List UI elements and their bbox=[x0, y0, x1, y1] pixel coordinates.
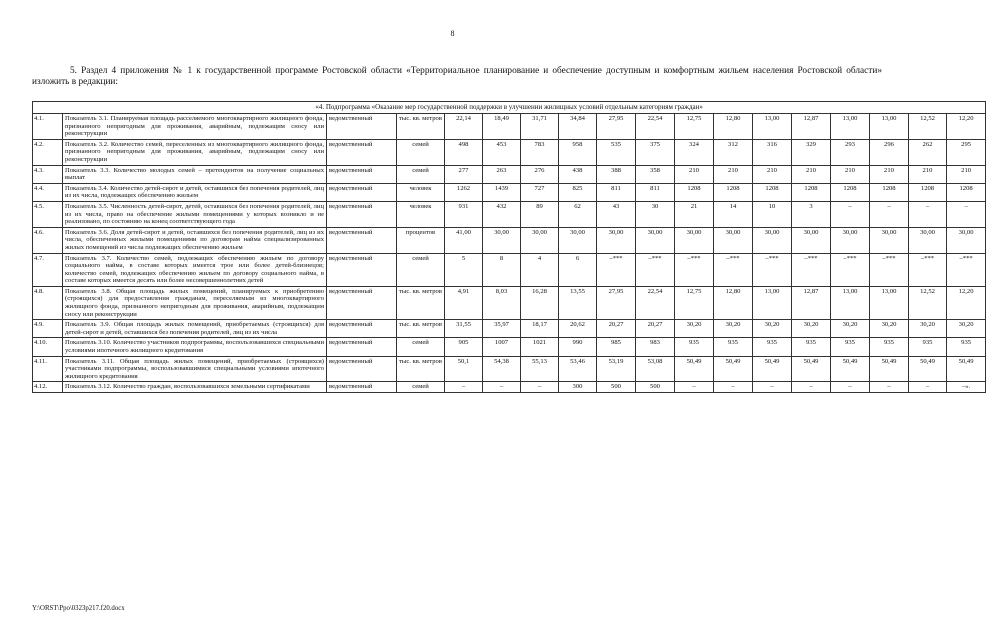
indicator-description: Показатель 3.11. Общая площадь жилых помещений, приобретаемых (строящихся) участниками подпрограммы, воспользовавшимися специальными условиями ипотечного жилищного кредитования bbox=[63, 356, 327, 382]
value-cell: 31,55 bbox=[445, 320, 483, 338]
value-cell: 1262 bbox=[445, 183, 483, 201]
value-cell: 12,20 bbox=[947, 286, 986, 319]
table-row bbox=[33, 201, 986, 227]
value-cell: 1439 bbox=[483, 183, 521, 201]
row-number: 4.11. bbox=[33, 356, 63, 382]
value-cell: 296 bbox=[870, 139, 909, 165]
value-cell: 10 bbox=[753, 201, 792, 227]
value-cell: 30,00 bbox=[831, 227, 870, 253]
value-cell: 453 bbox=[483, 139, 521, 165]
indicator-description: Показатель 3.9. Общая площадь жилых помещений, приобретаемых (строящихся) для детей-сирот и детей, оставшихся без попечения родителей, лиц из их числа bbox=[63, 320, 327, 338]
value-cell: 30,00 bbox=[483, 227, 521, 253]
value-cell: – bbox=[831, 382, 870, 393]
value-cell: 50,49 bbox=[792, 356, 831, 382]
value-cell: – bbox=[870, 201, 909, 227]
indicator-type: ведомственный bbox=[327, 338, 397, 356]
value-cell: – bbox=[909, 382, 947, 393]
value-cell: 20,62 bbox=[559, 320, 597, 338]
value-cell: 62 bbox=[559, 201, 597, 227]
indicator-description: Показатель 3.1. Планируемая площадь расселяемого многоквартирного жилищного фонда, признанного непригодным для проживания, аварийным, подлежащим сносу или реконструкции bbox=[63, 114, 327, 140]
value-cell: 50,49 bbox=[714, 356, 753, 382]
value-cell: 30,20 bbox=[714, 320, 753, 338]
value-cell: 30,00 bbox=[714, 227, 753, 253]
value-cell: 811 bbox=[636, 183, 675, 201]
value-cell: – bbox=[753, 382, 792, 393]
value-cell: – bbox=[445, 382, 483, 393]
value-cell: – bbox=[947, 201, 986, 227]
value-cell: 50,49 bbox=[947, 356, 986, 382]
indicator-description: Показатель 3.6. Доля детей-сирот и детей, оставшихся без попечения родителей, лиц из их числа, обеспеченных жилыми помещениями по договорам найма специализированных жилых помещений из числа подлежащих обеспечению жильем bbox=[63, 227, 327, 253]
indicator-type: ведомственный bbox=[327, 286, 397, 319]
value-cell: 935 bbox=[675, 338, 714, 356]
value-cell: 27,95 bbox=[597, 286, 636, 319]
value-cell: – bbox=[792, 382, 831, 393]
value-cell: 30,20 bbox=[675, 320, 714, 338]
value-cell: 210 bbox=[714, 165, 753, 183]
indicator-description: Показатель 3.10. Количество участников подпрограммы, воспользовавшихся специальными условиями ипотечного жилищного кредитования bbox=[63, 338, 327, 356]
indicator-type: ведомственный bbox=[327, 356, 397, 382]
table-row bbox=[33, 338, 986, 356]
value-cell: –*** bbox=[675, 253, 714, 286]
value-cell: 27,95 bbox=[597, 114, 636, 140]
table-row bbox=[33, 165, 986, 183]
value-cell: 50,49 bbox=[831, 356, 870, 382]
table-title-row bbox=[33, 102, 986, 114]
indicator-type: ведомственный bbox=[327, 165, 397, 183]
unit-of-measure: процентов bbox=[397, 227, 445, 253]
value-cell: 931 bbox=[445, 201, 483, 227]
value-cell: 12,75 bbox=[675, 114, 714, 140]
value-cell: 30,20 bbox=[870, 320, 909, 338]
value-cell: 935 bbox=[909, 338, 947, 356]
value-cell: 783 bbox=[521, 139, 559, 165]
indicators-table bbox=[32, 101, 986, 393]
row-number: 4.10. bbox=[33, 338, 63, 356]
value-cell: 935 bbox=[870, 338, 909, 356]
value-cell: –*** bbox=[947, 253, 986, 286]
value-cell: 1208 bbox=[947, 183, 986, 201]
value-cell: 53,46 bbox=[559, 356, 597, 382]
row-number: 4.1. bbox=[33, 114, 63, 140]
value-cell: 30,00 bbox=[909, 227, 947, 253]
row-number: 4.6. bbox=[33, 227, 63, 253]
value-cell: 50,49 bbox=[909, 356, 947, 382]
value-cell: 54,38 bbox=[483, 356, 521, 382]
value-cell: – bbox=[909, 201, 947, 227]
table-row bbox=[33, 253, 986, 286]
value-cell: –*** bbox=[714, 253, 753, 286]
unit-of-measure: тыс. кв. метров bbox=[397, 114, 445, 140]
value-cell: 358 bbox=[636, 165, 675, 183]
value-cell: 1208 bbox=[831, 183, 870, 201]
value-cell: 935 bbox=[753, 338, 792, 356]
value-cell: 20,27 bbox=[636, 320, 675, 338]
row-number: 4.12. bbox=[33, 382, 63, 393]
table-row bbox=[33, 114, 986, 140]
table-row bbox=[33, 139, 986, 165]
indicator-description: Показатель 3.7. Количество семей, подлежащих обеспечению жильем по договору социального найма, в составе которых имеется трое или более детей-близнецов; количество семей, подлежащих обеспечению жильем по договору социального найма, в составе которых имеется десять или более несовершеннолетних детей bbox=[63, 253, 327, 286]
value-cell: 210 bbox=[947, 165, 986, 183]
value-cell: 1021 bbox=[521, 338, 559, 356]
value-cell: 53,08 bbox=[636, 356, 675, 382]
unit-of-measure: тыс. кв. метров bbox=[397, 286, 445, 319]
row-number: 4.5. bbox=[33, 201, 63, 227]
indicator-description: Показатель 3.4. Количество детей-сирот и детей, оставшихся без попечения родителей, лиц из их числа, подлежащих обеспечению жильем bbox=[63, 183, 327, 201]
unit-of-measure: человек bbox=[397, 183, 445, 201]
value-cell: 20,27 bbox=[597, 320, 636, 338]
row-number: 4.2. bbox=[33, 139, 63, 165]
value-cell: 31,71 bbox=[521, 114, 559, 140]
value-cell: 14 bbox=[714, 201, 753, 227]
value-cell: 30,00 bbox=[597, 227, 636, 253]
value-cell: 30,20 bbox=[947, 320, 986, 338]
value-cell: 30 bbox=[636, 201, 675, 227]
value-cell: 22,54 bbox=[636, 114, 675, 140]
indicators-table-container bbox=[32, 101, 974, 393]
value-cell: 277 bbox=[445, 165, 483, 183]
value-cell: 13,00 bbox=[753, 114, 792, 140]
value-cell: 13,55 bbox=[559, 286, 597, 319]
value-cell: 375 bbox=[636, 139, 675, 165]
value-cell: 324 bbox=[675, 139, 714, 165]
value-cell: 985 bbox=[597, 338, 636, 356]
value-cell: 22,54 bbox=[636, 286, 675, 319]
indicator-description: Показатель 3.8. Общая площадь жилых помещений, планируемых к приобретению (строящихся) для предоставления гражданам, переселяемым из многоквартирного жилищного фонда, признанного непригодным для проживания, аварийным, подлежащим сносу или реконструкции bbox=[63, 286, 327, 319]
table-row bbox=[33, 320, 986, 338]
value-cell: 905 bbox=[445, 338, 483, 356]
row-number: 4.9. bbox=[33, 320, 63, 338]
unit-of-measure: тыс. кв. метров bbox=[397, 356, 445, 382]
value-cell: 1208 bbox=[714, 183, 753, 201]
value-cell: 500 bbox=[597, 382, 636, 393]
value-cell: – bbox=[521, 382, 559, 393]
value-cell: 5 bbox=[445, 253, 483, 286]
value-cell: 300 bbox=[559, 382, 597, 393]
indicator-type: ведомственный bbox=[327, 183, 397, 201]
value-cell: 21 bbox=[675, 201, 714, 227]
page-number: 8 bbox=[450, 29, 455, 38]
value-cell: 12,20 bbox=[947, 114, 986, 140]
row-number: 4.7. bbox=[33, 253, 63, 286]
value-cell: 13,00 bbox=[831, 286, 870, 319]
value-cell: 30,00 bbox=[559, 227, 597, 253]
value-cell: 50,49 bbox=[753, 356, 792, 382]
value-cell: 210 bbox=[909, 165, 947, 183]
value-cell: 312 bbox=[714, 139, 753, 165]
value-cell: 316 bbox=[753, 139, 792, 165]
value-cell: 6 bbox=[559, 253, 597, 286]
value-cell: 935 bbox=[714, 338, 753, 356]
value-cell: –*** bbox=[870, 253, 909, 286]
indicator-type: ведомственный bbox=[327, 227, 397, 253]
intro-paragraph: 5. Раздел 4 приложения № 1 к государственной программе Ростовской области «Территориальное планирование и обеспечение доступным и комфортным жильем населения Ростовской области» изложить в редакции: bbox=[32, 66, 882, 87]
unit-of-measure: семей bbox=[397, 338, 445, 356]
value-cell: –*** bbox=[636, 253, 675, 286]
value-cell: 30,20 bbox=[909, 320, 947, 338]
value-cell: –*** bbox=[909, 253, 947, 286]
value-cell: 12,80 bbox=[714, 114, 753, 140]
value-cell: 12,87 bbox=[792, 114, 831, 140]
value-cell: 18,17 bbox=[521, 320, 559, 338]
indicator-type: ведомственный bbox=[327, 201, 397, 227]
value-cell: 16,28 bbox=[521, 286, 559, 319]
value-cell: 30,00 bbox=[521, 227, 559, 253]
value-cell: 53,19 bbox=[597, 356, 636, 382]
value-cell: 825 bbox=[559, 183, 597, 201]
unit-of-measure: тыс. кв. метров bbox=[397, 320, 445, 338]
value-cell: 18,49 bbox=[483, 114, 521, 140]
value-cell: 35,97 bbox=[483, 320, 521, 338]
unit-of-measure: семей bbox=[397, 165, 445, 183]
value-cell: 935 bbox=[792, 338, 831, 356]
value-cell: 50,49 bbox=[675, 356, 714, 382]
value-cell: 3 bbox=[792, 201, 831, 227]
value-cell: 22,14 bbox=[445, 114, 483, 140]
value-cell: 263 bbox=[483, 165, 521, 183]
table-row bbox=[33, 382, 986, 393]
value-cell: 990 bbox=[559, 338, 597, 356]
value-cell: 210 bbox=[753, 165, 792, 183]
value-cell: –*** bbox=[792, 253, 831, 286]
value-cell: 13,00 bbox=[753, 286, 792, 319]
unit-of-measure: человек bbox=[397, 201, 445, 227]
value-cell: 293 bbox=[831, 139, 870, 165]
indicator-description: Показатель 3.5. Численность детей-сирот, детей, оставшихся без попечения родителей, лиц из их числа, право на обеспечение жилыми помещениями у которых возникло и не реализовано, по состоянию на конец соответствующего года bbox=[63, 201, 327, 227]
value-cell: 500 bbox=[636, 382, 675, 393]
value-cell: 41,00 bbox=[445, 227, 483, 253]
table-row bbox=[33, 286, 986, 319]
value-cell: 12,87 bbox=[792, 286, 831, 319]
unit-of-measure: семей bbox=[397, 253, 445, 286]
value-cell: 438 bbox=[559, 165, 597, 183]
value-cell: 811 bbox=[597, 183, 636, 201]
value-cell: 50,49 bbox=[870, 356, 909, 382]
value-cell: 1208 bbox=[753, 183, 792, 201]
value-cell: 89 bbox=[521, 201, 559, 227]
value-cell: 55,13 bbox=[521, 356, 559, 382]
value-cell: –». bbox=[947, 382, 986, 393]
value-cell: 276 bbox=[521, 165, 559, 183]
value-cell: 12,52 bbox=[909, 286, 947, 319]
value-cell: 498 bbox=[445, 139, 483, 165]
value-cell: 1208 bbox=[909, 183, 947, 201]
value-cell: 432 bbox=[483, 201, 521, 227]
indicator-type: ведомственный bbox=[327, 382, 397, 393]
value-cell: – bbox=[870, 382, 909, 393]
value-cell: 210 bbox=[792, 165, 831, 183]
value-cell: 262 bbox=[909, 139, 947, 165]
value-cell: 4,91 bbox=[445, 286, 483, 319]
value-cell: 34,84 bbox=[559, 114, 597, 140]
value-cell: – bbox=[675, 382, 714, 393]
value-cell: 1208 bbox=[870, 183, 909, 201]
indicator-type: ведомственный bbox=[327, 139, 397, 165]
value-cell: 13,00 bbox=[870, 114, 909, 140]
value-cell: 4 bbox=[521, 253, 559, 286]
value-cell: 935 bbox=[947, 338, 986, 356]
indicator-type: ведомственный bbox=[327, 114, 397, 140]
value-cell: 983 bbox=[636, 338, 675, 356]
value-cell: 1208 bbox=[675, 183, 714, 201]
indicator-type: ведомственный bbox=[327, 253, 397, 286]
row-number: 4.4. bbox=[33, 183, 63, 201]
value-cell: 30,00 bbox=[947, 227, 986, 253]
value-cell: 935 bbox=[831, 338, 870, 356]
value-cell: 535 bbox=[597, 139, 636, 165]
value-cell: 1007 bbox=[483, 338, 521, 356]
value-cell: 30,20 bbox=[792, 320, 831, 338]
table-title: «4. Подпрограмма «Оказание мер государственной поддержки в улучшении жилищных условий отдельным категориям граждан» bbox=[33, 102, 986, 114]
value-cell: 8 bbox=[483, 253, 521, 286]
value-cell: 295 bbox=[947, 139, 986, 165]
value-cell: 210 bbox=[870, 165, 909, 183]
value-cell: – bbox=[831, 201, 870, 227]
value-cell: 210 bbox=[675, 165, 714, 183]
unit-of-measure: семей bbox=[397, 139, 445, 165]
value-cell: 210 bbox=[831, 165, 870, 183]
value-cell: 30,00 bbox=[792, 227, 831, 253]
value-cell: 388 bbox=[597, 165, 636, 183]
value-cell: 13,00 bbox=[870, 286, 909, 319]
value-cell: 12,52 bbox=[909, 114, 947, 140]
value-cell: 50,1 bbox=[445, 356, 483, 382]
unit-of-measure: семей bbox=[397, 382, 445, 393]
value-cell: 329 bbox=[792, 139, 831, 165]
value-cell: 13,00 bbox=[831, 114, 870, 140]
value-cell: 958 bbox=[559, 139, 597, 165]
value-cell: 12,80 bbox=[714, 286, 753, 319]
row-number: 4.8. bbox=[33, 286, 63, 319]
indicator-type: ведомственный bbox=[327, 320, 397, 338]
value-cell: – bbox=[714, 382, 753, 393]
value-cell: 30,20 bbox=[753, 320, 792, 338]
indicator-description: Показатель 3.3. Количество молодых семей – претендентов на получение социальных выплат bbox=[63, 165, 327, 183]
value-cell: 8,03 bbox=[483, 286, 521, 319]
value-cell: –*** bbox=[753, 253, 792, 286]
indicator-description: Показатель 3.12. Количество граждан, воспользовавшихся земельными сертификатами bbox=[63, 382, 327, 393]
value-cell: 30,00 bbox=[870, 227, 909, 253]
value-cell: 727 bbox=[521, 183, 559, 201]
table-row bbox=[33, 356, 986, 382]
value-cell: 30,00 bbox=[753, 227, 792, 253]
file-path-footer: Y:\ORST\Ppo\0323p217.f20.docx bbox=[32, 605, 125, 612]
table-row bbox=[33, 227, 986, 253]
value-cell: –*** bbox=[597, 253, 636, 286]
value-cell: – bbox=[483, 382, 521, 393]
row-number: 4.3. bbox=[33, 165, 63, 183]
value-cell: 1208 bbox=[792, 183, 831, 201]
value-cell: 30,00 bbox=[636, 227, 675, 253]
value-cell: –*** bbox=[831, 253, 870, 286]
value-cell: 30,20 bbox=[831, 320, 870, 338]
value-cell: 12,75 bbox=[675, 286, 714, 319]
value-cell: 30,00 bbox=[675, 227, 714, 253]
table-row bbox=[33, 183, 986, 201]
value-cell: 43 bbox=[597, 201, 636, 227]
indicator-description: Показатель 3.2. Количество семей, переселенных из многоквартирного жилищного фонда, признанного непригодным для проживания, аварийным, подлежащим сносу или реконструкции bbox=[63, 139, 327, 165]
